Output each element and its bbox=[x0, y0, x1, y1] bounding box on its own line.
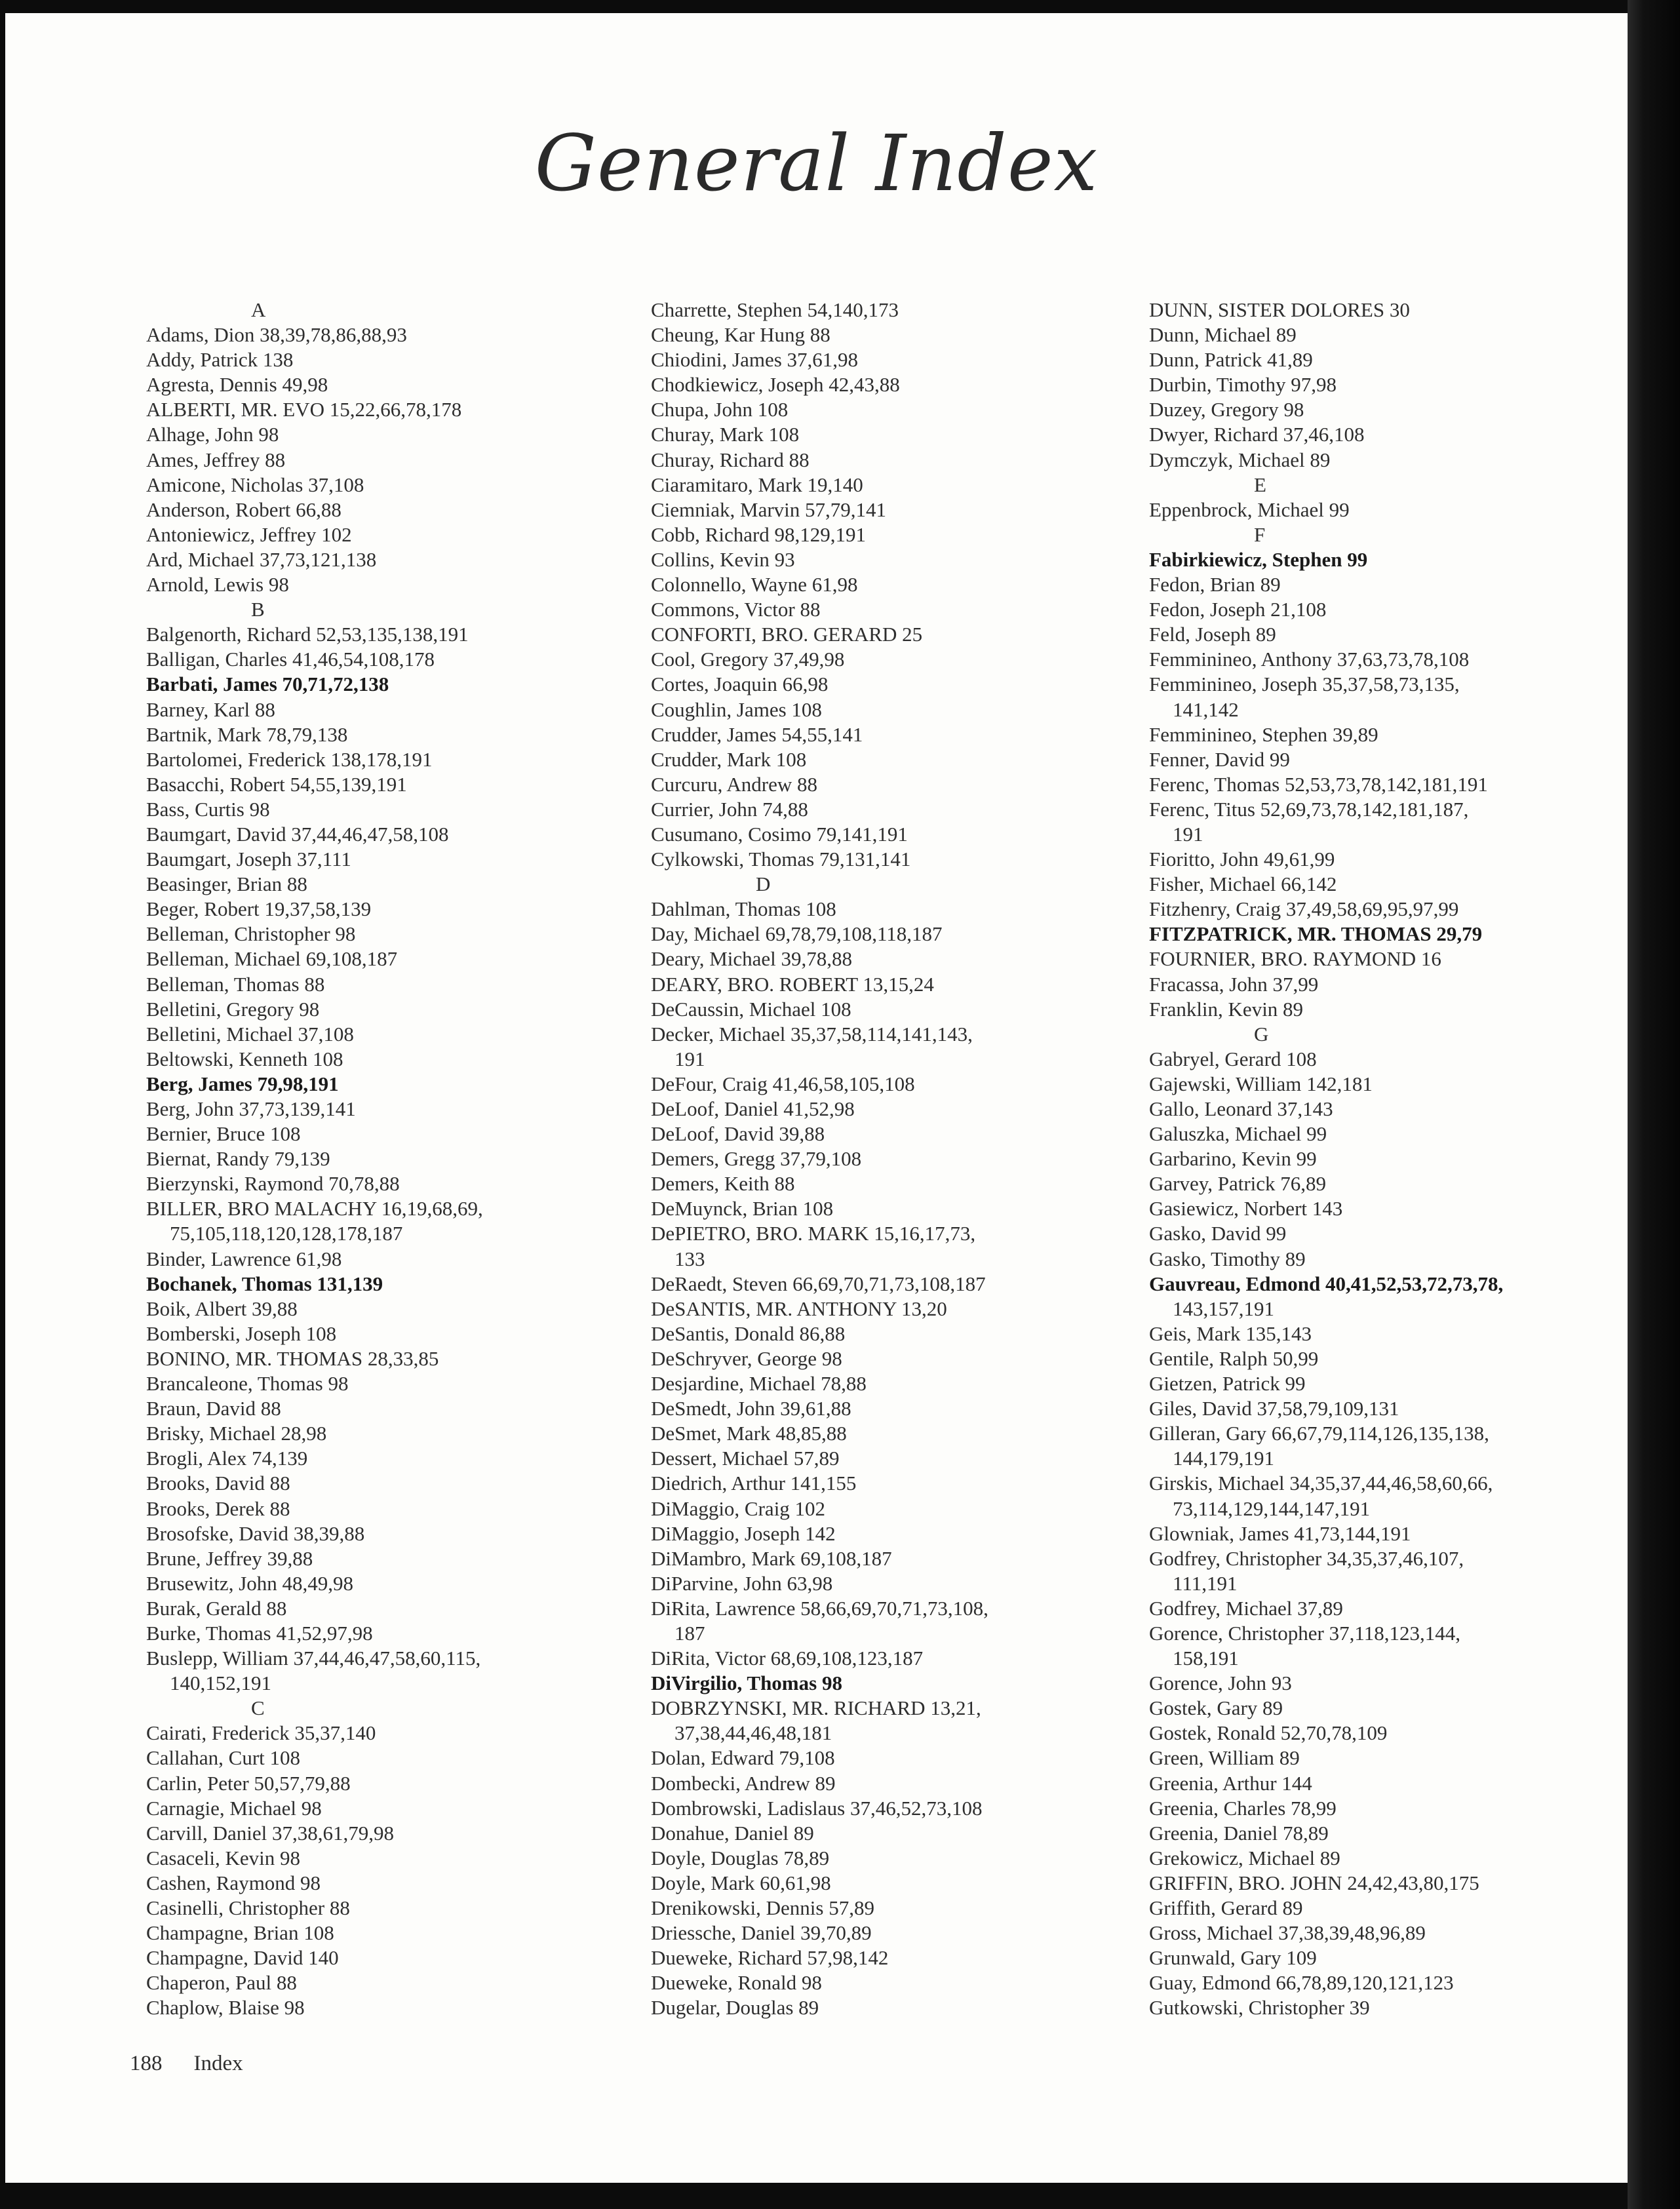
index-entry: DeMuynck, Brian 108 bbox=[651, 1197, 834, 1221]
index-entry: Griffith, Gerard 89 bbox=[1149, 1896, 1303, 1919]
index-entry: Cobb, Richard 98,129,191 bbox=[651, 522, 867, 546]
index-entry: Carnagie, Michael 98 bbox=[146, 1796, 322, 1820]
index-entry: Ferenc, Titus 52,69,73,78,142,181,187, bbox=[1149, 797, 1469, 821]
index-entry: Garbarino, Kevin 99 bbox=[1149, 1147, 1317, 1171]
index-entry: Burke, Thomas 41,52,97,98 bbox=[146, 1621, 373, 1645]
index-entry: FITZPATRICK, MR. THOMAS 29,79 bbox=[1149, 922, 1483, 946]
index-entry: Glowniak, James 41,73,144,191 bbox=[1149, 1521, 1411, 1545]
index-entry: Bass, Curtis 98 bbox=[146, 797, 270, 821]
index-entry: Dueweke, Ronald 98 bbox=[651, 1971, 822, 1995]
index-entry: Baumgart, Joseph 37,111 bbox=[146, 848, 351, 871]
index-entry: Crudder, James 54,55,141 bbox=[651, 722, 863, 746]
index-entry: GRIFFIN, BRO. JOHN 24,42,43,80,175 bbox=[1149, 1871, 1479, 1894]
index-entry: Cairati, Frederick 35,37,140 bbox=[146, 1721, 376, 1745]
index-entry: Ferenc, Thomas 52,53,73,78,142,181,191 bbox=[1149, 772, 1488, 796]
index-entry: Decker, Michael 35,37,58,114,141,143, bbox=[651, 1022, 973, 1046]
index-entry: DEARY, BRO. ROBERT 13,15,24 bbox=[651, 972, 934, 996]
index-entry: Addy, Patrick 138 bbox=[146, 348, 294, 372]
index-entry: Brancaleone, Thomas 98 bbox=[146, 1372, 349, 1396]
index-entry: DeRaedt, Steven 66,69,70,71,73,108,187 bbox=[651, 1272, 986, 1295]
index-column-3 bbox=[1149, 298, 1621, 2020]
index-entry: DiRita, Victor 68,69,108,123,187 bbox=[651, 1647, 924, 1670]
index-entry: Eppenbrock, Michael 99 bbox=[1149, 498, 1350, 521]
index-entry: Buslepp, William 37,44,46,47,58,60,115, bbox=[146, 1647, 481, 1670]
index-entry: Giles, David 37,58,79,109,131 bbox=[1149, 1397, 1399, 1420]
index-entry: Bierzynski, Raymond 70,78,88 bbox=[146, 1172, 400, 1196]
index-entry: Doyle, Douglas 78,89 bbox=[651, 1846, 830, 1869]
letter-heading: E bbox=[1254, 473, 1266, 496]
index-entry: Gorence, Christopher 37,118,123,144, bbox=[1149, 1621, 1460, 1645]
index-entry: Doyle, Mark 60,61,98 bbox=[651, 1871, 831, 1894]
index-entry: DiMaggio, Joseph 142 bbox=[651, 1521, 836, 1545]
index-entry: Dombrowski, Ladislaus 37,46,52,73,108 bbox=[651, 1796, 983, 1820]
page-title: General Index bbox=[534, 118, 1099, 208]
letter-heading: D bbox=[756, 872, 771, 896]
index-entry: Brusewitz, John 48,49,98 bbox=[146, 1571, 354, 1595]
index-entry: Bartnik, Mark 78,79,138 bbox=[146, 722, 348, 746]
index-entry: Ciemniak, Marvin 57,79,141 bbox=[651, 498, 887, 521]
index-entry: Fitzhenry, Craig 37,49,58,69,95,97,99 bbox=[1149, 897, 1459, 921]
index-page bbox=[5, 13, 1628, 2183]
index-entry: Garvey, Patrick 76,89 bbox=[1149, 1172, 1327, 1196]
index-entry: Chupa, John 108 bbox=[651, 398, 789, 421]
index-entry: Cashen, Raymond 98 bbox=[146, 1871, 321, 1894]
index-entry: Fedon, Joseph 21,108 bbox=[1149, 598, 1327, 621]
index-entry: Gasko, David 99 bbox=[1149, 1222, 1287, 1245]
index-entry: Green, William 89 bbox=[1149, 1746, 1300, 1770]
index-entry: Belleman, Michael 69,108,187 bbox=[146, 947, 398, 971]
index-entry: Carvill, Daniel 37,38,61,79,98 bbox=[146, 1821, 394, 1845]
index-entry: Ciaramitaro, Mark 19,140 bbox=[651, 473, 863, 496]
index-entry: Dahlman, Thomas 108 bbox=[651, 897, 836, 921]
index-entry: Churay, Mark 108 bbox=[651, 423, 800, 446]
index-entry: Greenia, Daniel 78,89 bbox=[1149, 1821, 1329, 1845]
index-entry-continuation: 191 bbox=[1173, 822, 1203, 846]
index-entry: DiMambro, Mark 69,108,187 bbox=[651, 1546, 892, 1570]
index-entry: Amicone, Nicholas 37,108 bbox=[146, 473, 364, 496]
index-entry: FOURNIER, BRO. RAYMOND 16 bbox=[1149, 947, 1441, 971]
index-entry: Day, Michael 69,78,79,108,118,187 bbox=[651, 922, 943, 946]
letter-heading: F bbox=[1254, 522, 1266, 546]
index-entry: Gorence, John 93 bbox=[1149, 1671, 1292, 1695]
index-entry-continuation: 133 bbox=[674, 1247, 705, 1270]
index-entry: Baumgart, David 37,44,46,47,58,108 bbox=[146, 822, 449, 846]
index-entry: Deary, Michael 39,78,88 bbox=[651, 947, 853, 971]
index-entry: Colonnello, Wayne 61,98 bbox=[651, 573, 858, 596]
index-entry: Coughlin, James 108 bbox=[651, 697, 822, 721]
index-entry: DeSANTIS, MR. ANTHONY 13,20 bbox=[651, 1297, 947, 1320]
index-entry: Boik, Albert 39,88 bbox=[146, 1297, 298, 1320]
index-entry-continuation: 187 bbox=[674, 1621, 705, 1645]
index-entry: Dueweke, Richard 57,98,142 bbox=[651, 1946, 889, 1970]
letter-heading: B bbox=[251, 598, 265, 621]
index-entry: Fabirkiewicz, Stephen 99 bbox=[1149, 547, 1368, 571]
index-entry: Cortes, Joaquin 66,98 bbox=[651, 673, 829, 696]
index-entry: DeSmedt, John 39,61,88 bbox=[651, 1397, 851, 1420]
index-entry: Belletini, Gregory 98 bbox=[146, 997, 320, 1021]
index-entry: Champagne, Brian 108 bbox=[146, 1921, 334, 1945]
index-entry: DiVirgilio, Thomas 98 bbox=[651, 1671, 842, 1695]
index-entry: Gostek, Ronald 52,70,78,109 bbox=[1149, 1721, 1388, 1745]
section-name: Index bbox=[193, 2052, 243, 2075]
index-entry: Brooks, David 88 bbox=[146, 1472, 290, 1495]
index-entry: Bochanek, Thomas 131,139 bbox=[146, 1272, 383, 1295]
index-entry: Anderson, Robert 66,88 bbox=[146, 498, 342, 521]
index-entry: Dolan, Edward 79,108 bbox=[651, 1746, 835, 1770]
letter-heading: G bbox=[1254, 1022, 1269, 1046]
index-entry: Bomberski, Joseph 108 bbox=[146, 1321, 337, 1345]
index-entry: DiMaggio, Craig 102 bbox=[651, 1496, 826, 1520]
index-entry: Cusumano, Cosimo 79,141,191 bbox=[651, 822, 908, 846]
index-entry-continuation: 75,105,118,120,128,178,187 bbox=[170, 1222, 403, 1245]
index-entry: DePIETRO, BRO. MARK 15,16,17,73, bbox=[651, 1222, 976, 1245]
index-entry: Guay, Edmond 66,78,89,120,121,123 bbox=[1149, 1971, 1454, 1995]
index-entry: Chodkiewicz, Joseph 42,43,88 bbox=[651, 373, 900, 397]
index-entry-continuation: 37,38,44,46,48,181 bbox=[674, 1721, 832, 1745]
index-entry: DeSmet, Mark 48,85,88 bbox=[651, 1422, 847, 1445]
index-entry: Fracassa, John 37,99 bbox=[1149, 972, 1319, 996]
index-entry: Bernier, Bruce 108 bbox=[146, 1122, 301, 1146]
index-entry: Brosofske, David 38,39,88 bbox=[146, 1521, 365, 1545]
index-entry: Desjardine, Michael 78,88 bbox=[651, 1372, 867, 1396]
index-entry: Adams, Dion 38,39,78,86,88,93 bbox=[146, 323, 407, 347]
index-entry: Fedon, Brian 89 bbox=[1149, 573, 1281, 596]
index-entry: DiParvine, John 63,98 bbox=[651, 1571, 833, 1595]
index-entry: Brogli, Alex 74,139 bbox=[146, 1447, 308, 1470]
index-entry: Cool, Gregory 37,49,98 bbox=[651, 648, 845, 671]
index-entry: Charrette, Stephen 54,140,173 bbox=[651, 298, 899, 321]
index-entry: BONINO, MR. THOMAS 28,33,85 bbox=[146, 1346, 439, 1370]
index-entry: Gasko, Timothy 89 bbox=[1149, 1247, 1306, 1270]
index-entry: Arnold, Lewis 98 bbox=[146, 573, 289, 596]
index-entry: Gentile, Ralph 50,99 bbox=[1149, 1346, 1319, 1370]
index-entry: Brisky, Michael 28,98 bbox=[146, 1422, 327, 1445]
index-entry: DeSantis, Donald 86,88 bbox=[651, 1321, 846, 1345]
index-entry: Chaperon, Paul 88 bbox=[146, 1971, 297, 1995]
index-entry: Ard, Michael 37,73,121,138 bbox=[146, 547, 377, 571]
letter-heading: A bbox=[251, 298, 266, 321]
index-column-2 bbox=[651, 298, 1149, 2020]
index-entry: CONFORTI, BRO. GERARD 25 bbox=[651, 623, 923, 646]
index-entry: Feld, Joseph 89 bbox=[1149, 623, 1276, 646]
index-entry: Gauvreau, Edmond 40,41,52,53,72,73,78, bbox=[1149, 1272, 1504, 1295]
index-entry: Greenia, Charles 78,99 bbox=[1149, 1796, 1337, 1820]
scan-edge bbox=[1628, 0, 1680, 2209]
index-entry: Dwyer, Richard 37,46,108 bbox=[1149, 423, 1365, 446]
index-entry: Brune, Jeffrey 39,88 bbox=[146, 1546, 313, 1570]
index-entry: Callahan, Curt 108 bbox=[146, 1746, 301, 1770]
index-entry: BILLER, BRO MALACHY 16,19,68,69, bbox=[146, 1197, 483, 1221]
index-entry-continuation: 140,152,191 bbox=[170, 1671, 271, 1695]
index-entry: Gallo, Leonard 37,143 bbox=[1149, 1097, 1333, 1120]
index-entry: Balligan, Charles 41,46,54,108,178 bbox=[146, 648, 435, 671]
index-entry: Demers, Gregg 37,79,108 bbox=[651, 1147, 862, 1171]
index-entry: Femminineo, Anthony 37,63,73,78,108 bbox=[1149, 648, 1470, 671]
index-entry-continuation: 144,179,191 bbox=[1173, 1447, 1274, 1470]
index-entry: Fenner, David 99 bbox=[1149, 747, 1290, 771]
index-entry: Geis, Mark 135,143 bbox=[1149, 1321, 1312, 1345]
index-entry: Carlin, Peter 50,57,79,88 bbox=[146, 1771, 351, 1795]
index-entry: Grunwald, Gary 109 bbox=[1149, 1946, 1317, 1970]
index-entry: DeFour, Craig 41,46,58,105,108 bbox=[651, 1072, 915, 1095]
index-entry: Gostek, Gary 89 bbox=[1149, 1696, 1283, 1720]
index-entry: Femminineo, Joseph 35,37,58,73,135, bbox=[1149, 673, 1460, 696]
index-entry: Galuszka, Michael 99 bbox=[1149, 1122, 1327, 1146]
index-entry: Greenia, Arthur 144 bbox=[1149, 1771, 1312, 1795]
index-entry: Basacchi, Robert 54,55,139,191 bbox=[146, 772, 407, 796]
index-entry: Bartolomei, Frederick 138,178,191 bbox=[146, 747, 433, 771]
index-entry: Berg, James 79,98,191 bbox=[146, 1072, 339, 1095]
index-entry: Dymczyk, Michael 89 bbox=[1149, 448, 1331, 471]
page-number: 188 bbox=[130, 2052, 163, 2075]
index-entry: Durbin, Timothy 97,98 bbox=[1149, 373, 1337, 397]
index-entry: DeLoof, Daniel 41,52,98 bbox=[651, 1097, 855, 1120]
index-entry: Gilleran, Gary 66,67,79,114,126,135,138, bbox=[1149, 1422, 1489, 1445]
index-entry: Dunn, Patrick 41,89 bbox=[1149, 348, 1313, 372]
index-column-1 bbox=[146, 298, 644, 2020]
index-entry-continuation: 191 bbox=[674, 1047, 705, 1070]
index-entry: Casinelli, Christopher 88 bbox=[146, 1896, 350, 1919]
index-entry: Chiodini, James 37,61,98 bbox=[651, 348, 859, 372]
index-entry: DiRita, Lawrence 58,66,69,70,71,73,108, bbox=[651, 1596, 988, 1620]
index-entry: DeCaussin, Michael 108 bbox=[651, 997, 851, 1021]
index-entry: DUNN, SISTER DOLORES 30 bbox=[1149, 298, 1410, 321]
index-entry: Currier, John 74,88 bbox=[651, 797, 808, 821]
index-entry: Champagne, David 140 bbox=[146, 1946, 339, 1970]
index-entry: Chaplow, Blaise 98 bbox=[146, 1996, 305, 2020]
index-entry: Curcuru, Andrew 88 bbox=[651, 772, 817, 796]
index-entry: Agresta, Dennis 49,98 bbox=[146, 373, 328, 397]
index-entry: Gross, Michael 37,38,39,48,96,89 bbox=[1149, 1921, 1426, 1945]
letter-heading: C bbox=[251, 1696, 265, 1720]
index-entry: Fioritto, John 49,61,99 bbox=[1149, 848, 1335, 871]
index-entry: Donahue, Daniel 89 bbox=[651, 1821, 814, 1845]
index-entry: Gietzen, Patrick 99 bbox=[1149, 1372, 1306, 1396]
index-entry: Gabryel, Gerard 108 bbox=[1149, 1047, 1317, 1070]
index-entry: Brooks, Derek 88 bbox=[146, 1496, 290, 1520]
index-entry: Binder, Lawrence 61,98 bbox=[146, 1247, 342, 1270]
index-entry: Belleman, Christopher 98 bbox=[146, 922, 356, 946]
index-entry: Cheung, Kar Hung 88 bbox=[651, 323, 830, 347]
index-entry: Franklin, Kevin 89 bbox=[1149, 997, 1304, 1021]
index-entry: Femminineo, Stephen 39,89 bbox=[1149, 722, 1378, 746]
index-entry: Belleman, Thomas 88 bbox=[146, 972, 325, 996]
index-entry: Fisher, Michael 66,142 bbox=[1149, 872, 1337, 896]
index-entry: Barney, Karl 88 bbox=[146, 697, 275, 721]
index-entry: Grekowicz, Michael 89 bbox=[1149, 1846, 1340, 1869]
index-entry: Godfrey, Christopher 34,35,37,46,107, bbox=[1149, 1546, 1464, 1570]
index-entry-continuation: 111,191 bbox=[1173, 1571, 1238, 1595]
index-entry: Driessche, Daniel 39,70,89 bbox=[651, 1921, 872, 1945]
index-entry: Dessert, Michael 57,89 bbox=[651, 1447, 840, 1470]
index-entry: Girskis, Michael 34,35,37,44,46,58,60,66, bbox=[1149, 1472, 1493, 1495]
index-entry: ALBERTI, MR. EVO 15,22,66,78,178 bbox=[146, 398, 462, 421]
index-entry-continuation: 143,157,191 bbox=[1173, 1297, 1274, 1320]
index-entry: DeSchryver, George 98 bbox=[651, 1346, 842, 1370]
index-entry: Collins, Kevin 93 bbox=[651, 547, 795, 571]
index-entry: Beltowski, Kenneth 108 bbox=[146, 1047, 343, 1070]
index-entry: Belletini, Michael 37,108 bbox=[146, 1022, 354, 1046]
index-entry: DOBRZYNSKI, MR. RICHARD 13,21, bbox=[651, 1696, 981, 1720]
index-entry: Beasinger, Brian 88 bbox=[146, 872, 307, 896]
index-entry: Gutkowski, Christopher 39 bbox=[1149, 1996, 1370, 2020]
index-entry: Gasiewicz, Norbert 143 bbox=[1149, 1197, 1343, 1221]
index-entry: Berg, John 37,73,139,141 bbox=[146, 1097, 356, 1120]
index-entry: Cylkowski, Thomas 79,131,141 bbox=[651, 848, 911, 871]
index-entry: Barbati, James 70,71,72,138 bbox=[146, 673, 389, 696]
index-entry: Alhage, John 98 bbox=[146, 423, 279, 446]
index-entry: Ames, Jeffrey 88 bbox=[146, 448, 286, 471]
index-entry-continuation: 158,191 bbox=[1173, 1647, 1239, 1670]
index-entry: Dunn, Michael 89 bbox=[1149, 323, 1297, 347]
index-entry: Balgenorth, Richard 52,53,135,138,191 bbox=[146, 623, 469, 646]
index-entry: Dombecki, Andrew 89 bbox=[651, 1771, 836, 1795]
index-entry: Beger, Robert 19,37,58,139 bbox=[146, 897, 372, 921]
index-entry: Demers, Keith 88 bbox=[651, 1172, 795, 1196]
index-entry: Drenikowski, Dennis 57,89 bbox=[651, 1896, 874, 1919]
index-entry: Biernat, Randy 79,139 bbox=[146, 1147, 330, 1171]
index-entry: Braun, David 88 bbox=[146, 1397, 281, 1420]
index-entry: DeLoof, David 39,88 bbox=[651, 1122, 825, 1146]
index-entry: Diedrich, Arthur 141,155 bbox=[651, 1472, 857, 1495]
index-entry-continuation: 141,142 bbox=[1173, 697, 1239, 721]
index-entry: Burak, Gerald 88 bbox=[146, 1596, 287, 1620]
index-entry-continuation: 73,114,129,144,147,191 bbox=[1173, 1496, 1371, 1520]
index-entry: Antoniewicz, Jeffrey 102 bbox=[146, 522, 352, 546]
index-entry: Gajewski, William 142,181 bbox=[1149, 1072, 1373, 1095]
index-entry: Duzey, Gregory 98 bbox=[1149, 398, 1304, 421]
index-entry: Casaceli, Kevin 98 bbox=[146, 1846, 301, 1869]
index-entry: Godfrey, Michael 37,89 bbox=[1149, 1596, 1343, 1620]
index-entry: Crudder, Mark 108 bbox=[651, 747, 807, 771]
index-entry: Dugelar, Douglas 89 bbox=[651, 1996, 819, 2020]
page-footer bbox=[130, 2052, 275, 2076]
index-entry: Churay, Richard 88 bbox=[651, 448, 810, 471]
index-entry: Commons, Victor 88 bbox=[651, 598, 821, 621]
